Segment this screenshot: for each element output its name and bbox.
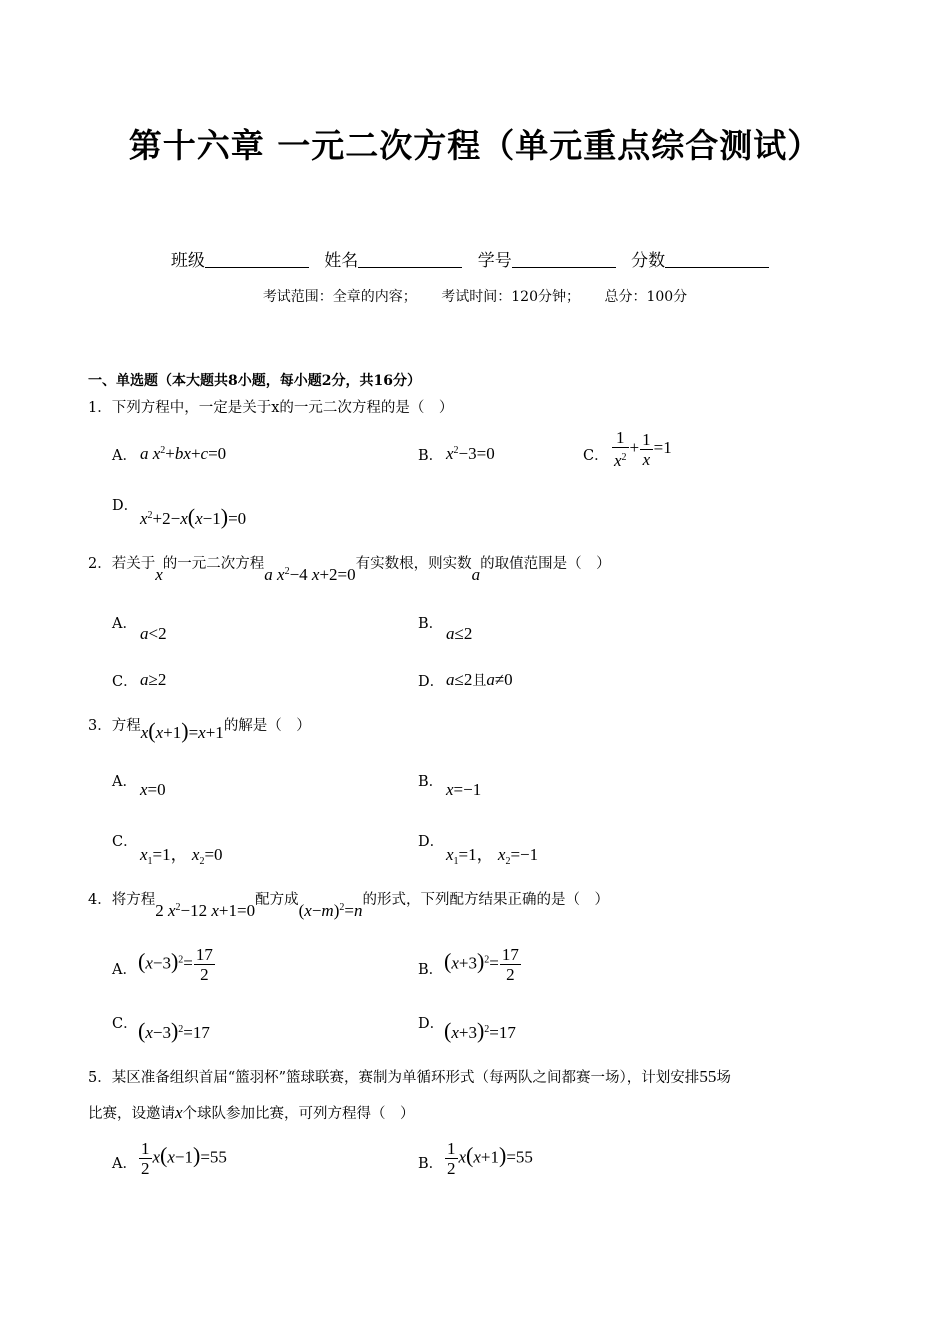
q3-option-c-label: C．: [112, 834, 138, 850]
q4-stem-part-c: 的形式，下列配方结果正确的是（ ）: [362, 892, 609, 908]
q4-option-a-formula: $(x-3)^2=$ $\frac{17}{2}$: [138, 945, 213, 984]
q1-option-c-label: C．: [583, 448, 609, 464]
q2-option-d-formula: a≤2且a≠0: [446, 670, 513, 689]
q2-stem-part-a: 2．若关于: [88, 556, 156, 572]
q5-line1-end: 场: [716, 1070, 731, 1086]
q3-option-c-formula: $x_1=1$， $x_2=0$: [140, 845, 223, 867]
q2-var-x: x: [155, 565, 163, 584]
class-blank[interactable]: [205, 251, 309, 268]
q2-option-c-formula: a≥2: [140, 670, 167, 689]
q1-option-d-formula: $x^2+2-x(x-1)=0$: [140, 504, 247, 529]
q4-option-d-label: D．: [418, 1016, 445, 1032]
q4-option-d-formula: $(x+3)^2=17$: [444, 1018, 516, 1043]
q2-option-c-label: C．: [112, 674, 138, 690]
q2-option-a-label: A．: [112, 616, 137, 632]
q5-var-x: x: [175, 1103, 183, 1122]
q4-option-b-label: B．: [418, 962, 444, 978]
q4-form: $(x-m)^2=n$: [298, 901, 363, 920]
q2-option-b-formula: a≤2: [446, 624, 473, 643]
name-blank[interactable]: [358, 251, 462, 268]
q5-option-a-label: A．: [112, 1156, 137, 1172]
q2-option-d-label: D．: [418, 674, 445, 690]
q2-stem-part-c: 有实数根，则实数: [355, 556, 472, 572]
q4-option-c-formula: $(x-3)^2=17$: [138, 1018, 210, 1043]
q3-option-a-label: A．: [112, 774, 137, 790]
class-label: 班级: [170, 251, 205, 271]
q5-option-b-formula: $\frac{1}{2}$ x(x+1)=55: [447, 1139, 533, 1178]
question-1-stem: 1．下列方程中，一定是关于x的一元二次方程的是（ ）: [88, 400, 454, 416]
exam-scope-line: [0, 286, 950, 306]
q3-stem-part-a: 3．方程: [88, 718, 141, 734]
q4-option-c-label: C．: [112, 1016, 138, 1032]
question-4-stem: [88, 888, 609, 920]
q1-option-b-label: B．: [418, 448, 444, 464]
q3-option-b-label: B．: [418, 774, 444, 790]
q2-option-a-formula: a<2: [140, 624, 167, 643]
q2-var-a: a: [471, 565, 481, 584]
exam-range: 考试范围：全章的内容；: [262, 289, 417, 305]
q1-option-d-label: D．: [112, 498, 139, 514]
student-info-line: [0, 246, 950, 271]
q2-option-d-connector: 且: [472, 673, 487, 689]
q2-stem-part-b: 的一元二次方程: [162, 556, 265, 572]
exam-time: 考试时间：120分钟；: [441, 289, 580, 305]
question-3-stem: [88, 710, 311, 743]
q3-option-d-formula: $x_1=1$， $x_2=-1$: [446, 845, 539, 867]
q1-option-c-formula: $\frac{1}{x^2}$ + $\frac{1}{x}$ =1: [614, 428, 672, 470]
q4-option-b-formula: $(x+3)^2=$ $\frac{17}{2}$: [444, 945, 519, 984]
question-2-stem: [88, 552, 611, 584]
q2-option-b-label: B．: [418, 616, 444, 632]
q1-option-a-label: A．: [112, 448, 137, 464]
q3-stem-part-b: 的解是（ ）: [223, 718, 311, 734]
q5-match-count: 55: [699, 1067, 717, 1086]
id-label: 学号: [477, 251, 512, 271]
q3-option-a-formula: x=0: [140, 780, 166, 799]
q2-equation: a $x^2-4$ x+2=0: [264, 565, 356, 584]
question-5-stem-line-2: [88, 1102, 415, 1123]
id-blank[interactable]: [512, 251, 616, 268]
q5-line2-part-b: 个球队参加比赛，可列方程得（ ）: [182, 1106, 415, 1122]
q3-option-d-label: D．: [418, 834, 445, 850]
page-title: 第十六章 一元二次方程（单元重点综合测试）: [128, 126, 822, 165]
q5-line2-part-a: 比赛，设邀请: [88, 1106, 175, 1122]
q3-option-b-formula: x=−1: [446, 780, 482, 799]
name-label: 姓名: [324, 251, 359, 271]
q4-equation: 2 $x^2-12$ x+1=0: [155, 901, 256, 920]
q1-option-b-formula: $x^2-3=0$: [446, 444, 495, 463]
section-heading: 一、单选题（本大题共8小题，每小题2分，共16分）: [88, 373, 421, 389]
q3-equation: x(x+1)=x+1: [140, 718, 224, 743]
q4-option-a-label: A．: [112, 962, 137, 978]
q5-option-a-formula: $\frac{1}{2}$ x(x−1)=55: [141, 1139, 227, 1178]
q1-option-a-formula: a $x^2+bx+c=0$: [140, 444, 227, 463]
score-blank[interactable]: [665, 251, 769, 268]
q5-option-b-label: B．: [418, 1156, 444, 1172]
score-label: 分数: [631, 251, 666, 271]
question-5-stem-line-1: [88, 1066, 731, 1087]
q4-stem-part-b: 配方成: [255, 892, 299, 908]
q5-line1-text: 5．某区准备组织首届“篮羽杯”篮球联赛，赛制为单循环形式（每两队之间都赛一场），计划安排: [88, 1070, 700, 1086]
q4-stem-part-a: 4．将方程: [88, 892, 156, 908]
exam-total: 总分：100分: [604, 289, 688, 305]
q2-stem-part-d: 的取值范围是（ ）: [480, 556, 611, 572]
